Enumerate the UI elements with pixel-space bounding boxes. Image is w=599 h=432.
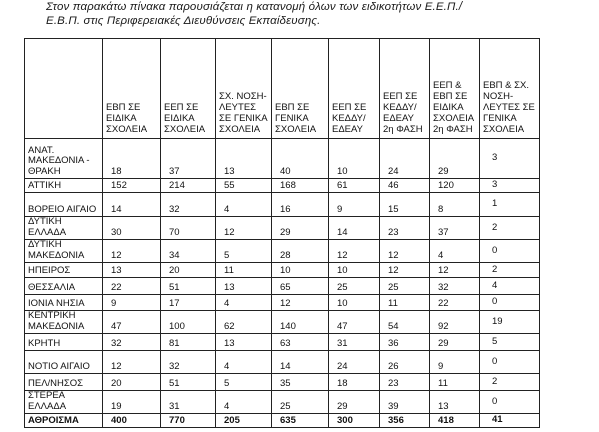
value-cell: 32: [161, 351, 216, 374]
region-cell: ΑΤΤΙΚΗ: [25, 179, 103, 193]
value-cell: 9: [103, 295, 161, 311]
value-cell: 0: [480, 391, 540, 414]
value-cell: 0: [480, 351, 540, 374]
table-row: [25, 374, 540, 391]
value-cell: 0: [480, 295, 540, 311]
value-cell: 635: [272, 414, 329, 428]
region-cell: ΒΟΡΕΙΟ ΑΙΓΑΙΟ: [25, 193, 103, 217]
value-cell: 5: [216, 240, 272, 263]
value-cell: 13: [216, 334, 272, 351]
table-row: [25, 263, 540, 278]
value-cell: 1: [480, 193, 540, 217]
value-cell: 11: [380, 295, 430, 311]
column-header-8: ΕΒΠ & ΣΧ. ΝΟΣΗ-ΛΕΥΤΕΣ ΣΕ ΓΕΝΙΚΑ ΣΧΟΛΕΙΑ: [480, 39, 540, 139]
caption-line-1: Στον παρακάτω πίνακα παρουσιάζεται η κατανομή όλων των ειδικοτήτων Ε.Ε.Π./: [46, 1, 463, 13]
value-cell: 26: [380, 351, 430, 374]
caption: [46, 0, 586, 28]
value-cell: 92: [430, 311, 480, 334]
table-row: [25, 193, 540, 217]
value-cell: 32: [103, 334, 161, 351]
value-cell: 4: [216, 391, 272, 414]
value-cell: 4: [216, 351, 272, 374]
value-cell: 23: [380, 217, 430, 240]
value-cell: 19: [103, 391, 161, 414]
value-cell: 10: [329, 263, 380, 278]
value-cell: 32: [161, 193, 216, 217]
region-cell: ΔΥΤΙΚΗ ΕΛΛΑΔΑ: [25, 217, 103, 240]
value-cell: 55: [216, 179, 272, 193]
value-cell: 32: [430, 278, 480, 295]
total-row: [25, 414, 540, 428]
value-cell: 46: [380, 179, 430, 193]
value-cell: 25: [380, 278, 430, 295]
value-cell: 12: [216, 217, 272, 240]
column-header-5: ΕΕΠ ΣΕ ΚΕΔΔΥ/ ΕΔΕΑΥ: [329, 39, 380, 139]
value-cell: 22: [103, 278, 161, 295]
value-cell: 81: [161, 334, 216, 351]
value-cell: 25: [329, 278, 380, 295]
value-cell: 18: [329, 374, 380, 391]
region-cell: ΚΕΝΤΡΙΚΗ ΜΑΚΕΔΟΝΙΑ: [25, 311, 103, 334]
table-row: [25, 391, 540, 414]
value-cell: 11: [430, 374, 480, 391]
region-cell: ΙΟΝΙΑ ΝΗΣΙΑ: [25, 295, 103, 311]
value-cell: 54: [380, 311, 430, 334]
value-cell: 205: [216, 414, 272, 428]
value-cell: 25: [272, 391, 329, 414]
value-cell: 10: [329, 139, 380, 179]
value-cell: 8: [430, 193, 480, 217]
value-cell: 30: [103, 217, 161, 240]
value-cell: 41: [480, 414, 540, 428]
value-cell: 51: [161, 374, 216, 391]
value-cell: 4: [480, 278, 540, 295]
value-cell: 12: [103, 351, 161, 374]
distribution-table: [24, 38, 540, 428]
region-cell: ΝΟΤΙΟ ΑΙΓΑΙΟ: [25, 351, 103, 374]
table-body: [25, 139, 540, 428]
caption-line-2: Ε.Β.Π. στις Περιφερειακές Διευθύνσεις Εκπαίδευσης.: [46, 15, 321, 27]
value-cell: 40: [272, 139, 329, 179]
value-cell: 356: [380, 414, 430, 428]
value-cell: 140: [272, 311, 329, 334]
value-cell: 9: [430, 351, 480, 374]
value-cell: 152: [103, 179, 161, 193]
value-cell: 13: [430, 391, 480, 414]
region-cell: ΔΥΤΙΚΗ ΜΑΚΕΔΟΝΙΑ: [25, 240, 103, 263]
value-cell: 29: [329, 391, 380, 414]
column-header-3: ΣΧ. ΝΟΣΗ-ΛΕΥΤΕΣ ΣΕ ΓΕΝΙΚΑ ΣΧΟΛΕΙΑ: [216, 39, 272, 139]
value-cell: 11: [216, 263, 272, 278]
value-cell: 300: [329, 414, 380, 428]
value-cell: 24: [380, 139, 430, 179]
value-cell: 63: [272, 334, 329, 351]
value-cell: 12: [329, 240, 380, 263]
value-cell: 5: [216, 374, 272, 391]
value-cell: 214: [161, 179, 216, 193]
value-cell: 29: [430, 334, 480, 351]
value-cell: 120: [430, 179, 480, 193]
value-cell: 24: [329, 351, 380, 374]
region-cell: ΠΕΛ/ΝΗΣΟΣ: [25, 374, 103, 391]
value-cell: 13: [103, 263, 161, 278]
table-row: [25, 351, 540, 374]
value-cell: 20: [103, 374, 161, 391]
region-cell: ΘΕΣΣΑΛΙΑ: [25, 278, 103, 295]
value-cell: 12: [380, 263, 430, 278]
value-cell: 10: [329, 295, 380, 311]
table-row: [25, 311, 540, 334]
value-cell: 61: [329, 179, 380, 193]
value-cell: 2: [480, 217, 540, 240]
column-header-1: ΕΒΠ ΣΕ ΕΙΔΙΚΑ ΣΧΟΛΕΙΑ: [103, 39, 161, 139]
value-cell: 3: [480, 179, 540, 193]
value-cell: 168: [272, 179, 329, 193]
value-cell: 12: [103, 240, 161, 263]
value-cell: 10: [272, 263, 329, 278]
value-cell: 13: [216, 139, 272, 179]
table-row: [25, 217, 540, 240]
value-cell: 12: [430, 263, 480, 278]
value-cell: 400: [103, 414, 161, 428]
value-cell: 17: [161, 295, 216, 311]
value-cell: 65: [272, 278, 329, 295]
value-cell: 12: [272, 295, 329, 311]
value-cell: 100: [161, 311, 216, 334]
region-cell: ΑΘΡΟΙΣΜΑ: [25, 414, 103, 428]
header-region: [25, 39, 103, 139]
value-cell: 51: [161, 278, 216, 295]
value-cell: 2: [480, 263, 540, 278]
value-cell: 47: [103, 311, 161, 334]
table-row: [25, 295, 540, 311]
value-cell: 20: [161, 263, 216, 278]
value-cell: 770: [161, 414, 216, 428]
value-cell: 16: [272, 193, 329, 217]
table-container: [24, 38, 540, 428]
value-cell: 0: [480, 240, 540, 263]
region-cell: ΑΝΑΤ. ΜΑΚΕΔΟΝΙΑ - ΘΡΑΚΗ: [25, 139, 103, 179]
value-cell: 13: [216, 278, 272, 295]
value-cell: 34: [161, 240, 216, 263]
value-cell: 36: [380, 334, 430, 351]
value-cell: 14: [272, 351, 329, 374]
value-cell: 31: [161, 391, 216, 414]
column-header-4: ΕΒΠ ΣΕ ΓΕΝΙΚΑ ΣΧΟΛΕΙΑ: [272, 39, 329, 139]
value-cell: 35: [272, 374, 329, 391]
table-row: [25, 334, 540, 351]
value-cell: 4: [430, 240, 480, 263]
value-cell: 5: [480, 334, 540, 351]
region-cell: ΚΡΗΤΗ: [25, 334, 103, 351]
value-cell: 39: [380, 391, 430, 414]
value-cell: 29: [430, 139, 480, 179]
value-cell: 23: [380, 374, 430, 391]
table-row: [25, 179, 540, 193]
value-cell: 18: [103, 139, 161, 179]
value-cell: 12: [380, 240, 430, 263]
region-cell: ΣΤΕΡΕΑ ΕΛΛΑΔΑ: [25, 391, 103, 414]
value-cell: 28: [272, 240, 329, 263]
value-cell: 3: [480, 139, 540, 179]
value-cell: 9: [329, 193, 380, 217]
value-cell: 4: [216, 193, 272, 217]
value-cell: 4: [216, 295, 272, 311]
value-cell: 37: [430, 217, 480, 240]
value-cell: 14: [329, 217, 380, 240]
column-header-7: ΕΕΠ & ΕΒΠ ΣΕ ΕΙΔΙΚΑ ΣΧΟΛΕΙΑ 2η ΦΑΣΗ: [430, 39, 480, 139]
column-header-2: ΕΕΠ ΣΕ ΕΙΔΙΚΑ ΣΧΟΛΕΙΑ: [161, 39, 216, 139]
value-cell: 19: [480, 311, 540, 334]
value-cell: 29: [272, 217, 329, 240]
table-row: [25, 240, 540, 263]
value-cell: 15: [380, 193, 430, 217]
value-cell: 418: [430, 414, 480, 428]
value-cell: 62: [216, 311, 272, 334]
value-cell: 37: [161, 139, 216, 179]
value-cell: 70: [161, 217, 216, 240]
region-cell: ΗΠΕΙΡΟΣ: [25, 263, 103, 278]
table-row: [25, 139, 540, 179]
value-cell: 22: [430, 295, 480, 311]
value-cell: 2: [480, 374, 540, 391]
header-row: [25, 39, 540, 139]
value-cell: 47: [329, 311, 380, 334]
column-header-6: ΕΕΠ ΣΕ ΚΕΔΔΥ/ ΕΔΕΑΥ 2η ΦΑΣΗ: [380, 39, 430, 139]
value-cell: 14: [103, 193, 161, 217]
value-cell: 31: [329, 334, 380, 351]
table-row: [25, 278, 540, 295]
